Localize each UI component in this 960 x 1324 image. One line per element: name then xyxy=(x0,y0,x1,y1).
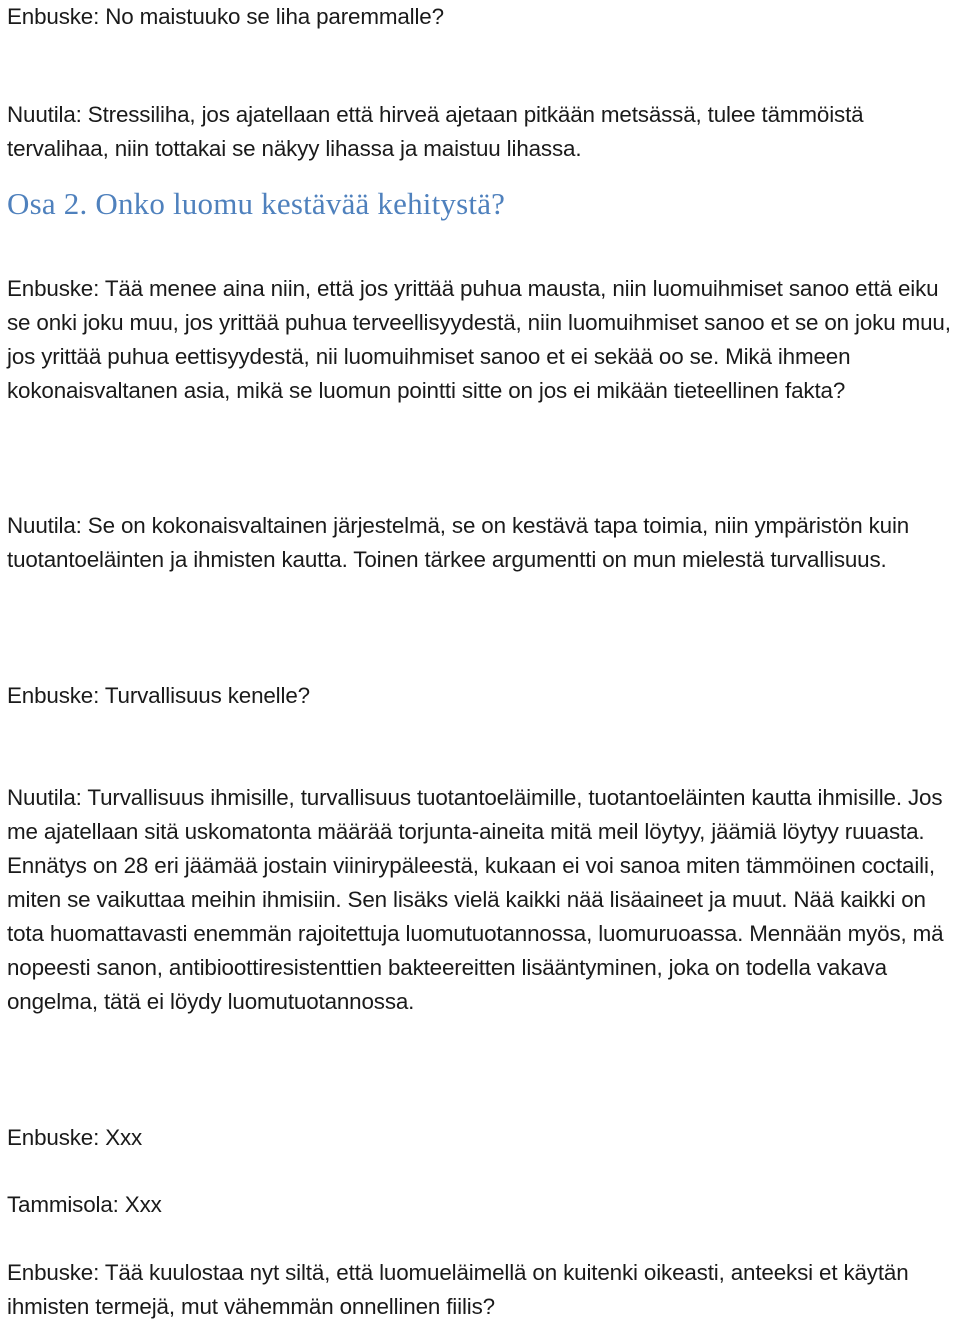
paragraph-enbuske-1: Enbuske: No maistuuko se liha paremmalle? xyxy=(7,4,444,29)
paragraph-tammisola-1: Tammisola: Xxx xyxy=(7,1192,162,1217)
paragraph-nuutila-2: Nuutila: Se on kokonaisvaltainen järjestelmä, se on kestävä tapa toimia, niin ympäristön kuin tuotantoeläinten ja ihmisten kautta. Toinen tärkee argumentti on mun mielestä turvallisuus. xyxy=(7,513,910,572)
section-heading: Osa 2. Onko luomu kestävää kehitystä? xyxy=(7,186,506,221)
paragraph-nuutila-3: Nuutila: Turvallisuus ihmisille, turvallisuus tuotantoeläimille, tuotantoeläinten kautta ihmisille. Jos me ajatellaan sitä uskomatonta määrää torjunta-aineita mitä meil löytyy, jäämiä löytyy ruuasta. Ennätys on 28 eri jäämää jostain viinirypäleestä, kukaan ei voi sanoa miten tämmöinen coctaili, miten se vaikuttaa meihin ihmisiin. Sen lisäks vielä kaikki nää lisäaineet ja muut. Nää kaikki on tota huomattavasti enemmän rajoitettuja luomutuotannossa, luomuruoassa. Mennään myös, mä nopeesti sanon, antibioottiresistenttien bakteereitten lisääntyminen, joka on todella vakava ongelma, tätä ei löydy luomutuotannossa. xyxy=(7,785,944,1014)
paragraph-enbuske-5: Enbuske: Tää kuulostaa nyt siltä, että luomueläimellä on kuitenki oikeasti, anteeksi et käytän ihmisten termejä, mut vähemmän onnellinen fiilis? xyxy=(7,1260,909,1319)
paragraph-enbuske-4: Enbuske: Xxx xyxy=(7,1125,143,1150)
paragraph-enbuske-3: Enbuske: Turvallisuus kenelle? xyxy=(7,683,310,708)
paragraph-nuutila-1: Nuutila: Stressiliha, jos ajatellaan että hirveä ajetaan pitkään metsässä, tulee tämmöistä tervalihaa, niin tottakai se näkyy lihassa ja maistuu lihassa. xyxy=(7,102,864,161)
paragraph-enbuske-2: Enbuske: Tää menee aina niin, että jos yrittää puhua mausta, niin luomuihmiset sanoo että eiku se onki joku muu, jos yrittää puhua terveellisyydestä, niin luomuihmiset sanoo et se on joku muu, jos yrittää puhua eettisyydestä, nii luomuihmiset sanoo et ei sekää oo se. Mikä ihmeen kokonaisvaltanen asia, mikä se luomun pointti sitte on jos ei mikään tieteellinen fakta? xyxy=(7,276,951,403)
